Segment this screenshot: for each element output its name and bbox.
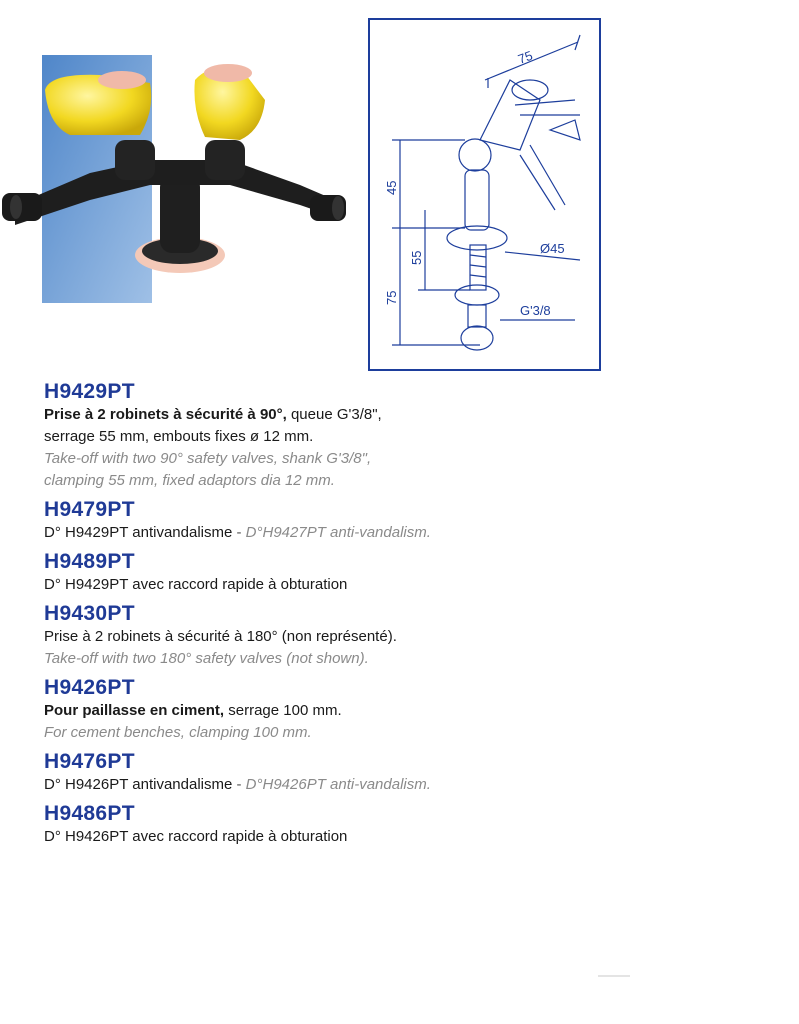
product-code: H9489PT — [44, 550, 135, 573]
description-fr-line2: serrage 55 mm, embouts fixes ø 12 mm. — [44, 428, 314, 445]
description-fr: D° H9426PT avec raccord rapide à obturation — [44, 828, 348, 845]
description — [44, 522, 764, 544]
product-entry — [44, 750, 764, 796]
product-code: H9429PT — [44, 380, 135, 403]
description-en: D°H9427PT anti-vandalism. — [245, 524, 431, 541]
product-code: H9486PT — [44, 802, 135, 825]
description-en-line2: clamping 55 mm, fixed adaptors dia 12 mm. — [44, 472, 335, 489]
description-fr — [44, 700, 764, 722]
separator: - — [232, 524, 246, 541]
dim-top-75: 75 — [515, 47, 535, 67]
description-fr: D° H9429PT avec raccord rapide à obturation — [44, 576, 348, 593]
description-fr: D° H9426PT antivandalisme — [44, 776, 233, 793]
dim-75-left: 75 — [384, 290, 399, 305]
product-list — [44, 380, 764, 854]
product-entry — [44, 602, 764, 670]
description-en: Take-off with two 180° safety valves (not shown). — [44, 650, 369, 667]
dim-phi45: Ø45 — [540, 241, 565, 256]
description-fr: Prise à 2 robinets à sécurité à 180° (non représenté). — [44, 628, 397, 645]
product-entry — [44, 550, 764, 596]
description-fr: D° H9429PT antivandalisme — [44, 524, 233, 541]
technical-drawing — [368, 18, 601, 371]
product-photo — [0, 55, 352, 305]
dim-55: 55 — [409, 250, 424, 265]
description-fr — [44, 404, 764, 426]
product-code: H9479PT — [44, 498, 135, 521]
product-entry — [44, 676, 764, 744]
product-entry — [44, 380, 764, 492]
description-en-line1: Take-off with two 90° safety valves, shank G'3/8", — [44, 450, 372, 467]
product-code: H9476PT — [44, 750, 135, 773]
description-fr-bold: Prise à 2 robinets à sécurité à 90°, — [44, 406, 287, 423]
product-code: H9426PT — [44, 676, 135, 699]
description-fr-bold: Pour paillasse en ciment, — [44, 702, 225, 719]
description-fr-rest: queue G'3/8", — [286, 406, 382, 423]
dim-45: 45 — [384, 180, 399, 195]
product-entry — [44, 802, 764, 848]
description — [44, 774, 764, 796]
description-fr-rest: serrage 100 mm. — [224, 702, 342, 719]
description-en: For cement benches, clamping 100 mm. — [44, 724, 312, 741]
dim-thread: G'3/8 — [520, 303, 551, 318]
separator: - — [232, 776, 246, 793]
product-entry — [44, 498, 764, 544]
description-en: D°H9426PT anti-vandalism. — [245, 776, 431, 793]
divider — [598, 975, 630, 977]
product-code: H9430PT — [44, 602, 135, 625]
